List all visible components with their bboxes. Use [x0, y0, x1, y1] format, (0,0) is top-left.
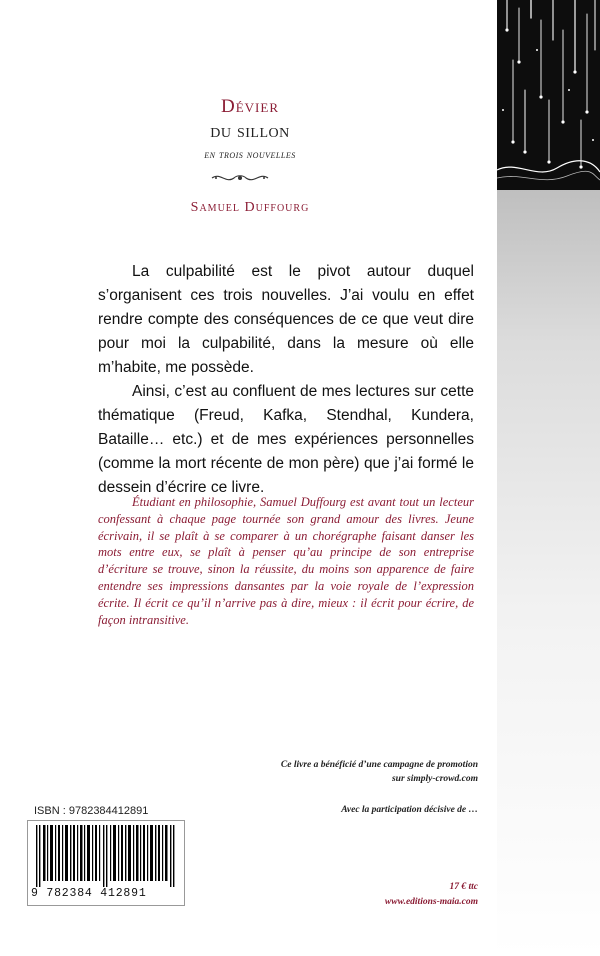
title-line-1: Dévier: [221, 96, 279, 117]
ornament-divider: [210, 172, 270, 184]
bio-paragraph: Étudiant en philosophie, Samuel Duffourg est avant tout un lecteur confessant à chaque page tournée son grand amour des livres. Jeune écrivain, il se plaît à se comparer à un chorégraphe faisant danser les mots entre eux, se plaît à penser qu’au principe de son entreprise d’écriture se trouve, sinon la réussite, du moins son apparence de faire entendre ses impressions dansantes par la voie royale de l’expression écrite. Il écrit ce qu’il n’arrive pas à dire, mieux : il écrit pour écrire, de façon intransitive.: [98, 495, 474, 627]
barcode-icon: [36, 825, 176, 887]
promo-note: [281, 758, 478, 786]
barcode-box: [27, 820, 185, 906]
barcode-number: 9 782384 412891: [31, 887, 147, 900]
price: 17 € ttc: [449, 882, 478, 892]
publisher-url: www.editions-maia.com: [384, 897, 478, 907]
summary-paragraph: Ainsi, c’est au confluent de mes lectures sur cette thématique (Freud, Kafka, Stendhal, Kundera, Bataille… etc.) et de mes expériences personnelles (comme la mort récente de mon père) que j’ai formé le dessein d’écrire ce livre.: [98, 383, 474, 496]
promo-line-2: sur simply-crowd.com: [391, 774, 478, 784]
summary-paragraph: La culpabilité est le pivot autour duquel s’organisent ces trois nouvelles. J’ai voulu en effet rendre compte des conséquences de ce que veut dire pour moi la culpabilité, dans la mesure où elle m’habite, me possède.: [98, 263, 474, 376]
isbn-label: ISBN : 9782384412891: [34, 805, 149, 817]
price-block: [385, 880, 478, 910]
summary-text: [98, 260, 474, 500]
partner-note: Avec la participation décisive de …: [341, 805, 478, 815]
spine-gradient: [497, 190, 600, 956]
promo-line-1: Ce livre a bénéficié d’une campagne de promotion: [280, 760, 478, 770]
title-line-2: du sillon: [210, 120, 290, 142]
decorative-rain-art: [497, 0, 600, 190]
author-bio: [98, 494, 474, 628]
title-block: [100, 96, 400, 162]
cover-spine-strip: [497, 0, 600, 956]
subtitle: en trois nouvelles: [204, 147, 296, 161]
author-name: Samuel Duffourg: [190, 200, 310, 215]
